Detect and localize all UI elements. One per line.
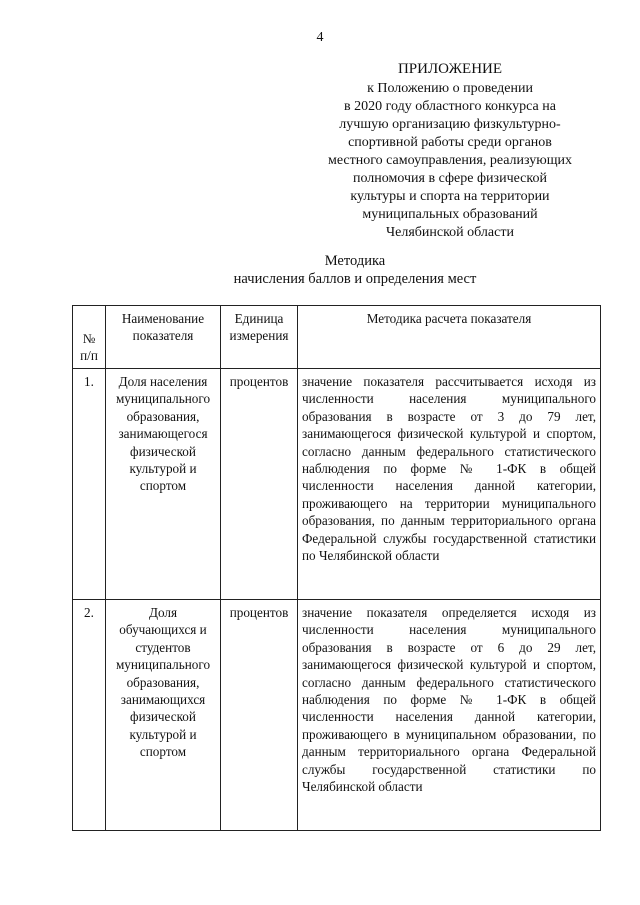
row-num: 1. xyxy=(73,369,106,600)
row-method: значение показателя рассчитывается исходя из численности населения муниципального образования в возрасте от 3 до 79 лет, занимающегося физической культурой и спортом, согласно данным федерального статистического наблюдения по форме № 1-ФК в общей численности населения данной категории, проживающего на территории муниципального образования, по данным территориального органа Федеральной службы государственной статистики по Челябинской области xyxy=(298,369,601,600)
table-row xyxy=(73,369,601,600)
appendix-line: в 2020 году областного конкурса на xyxy=(344,99,556,114)
table-header-row xyxy=(73,306,601,369)
table-row xyxy=(73,600,601,831)
appendix-line: Челябинской области xyxy=(386,225,514,240)
row-method: значение показателя определяется исходя из численности населения муниципального образования в возрасте от 6 до 29 лет, занимающегося физической культурой и спортом, согласно данным федерального статистического наблюдения по форме № 1-ФК в общей численности населения данной категории, проживающего в муниципальном образовании, по данным территориального органа Федеральной службы государственной статистики по Челябинской области xyxy=(298,600,601,831)
row-name: Доля обучающихся и студентов муниципального образования, занимающихся физической культурой и спортом xyxy=(106,600,221,831)
header-name: Наименование показателя xyxy=(106,306,221,369)
row-name: Доля населения муниципального образования, занимающегося физической культурой и спортом xyxy=(106,369,221,600)
row-unit: процентов xyxy=(221,369,298,600)
row-unit: процентов xyxy=(221,600,298,831)
appendix-line: местного самоуправления, реализующих xyxy=(328,153,572,168)
methods-table xyxy=(72,305,601,831)
appendix-line: спортивной работы среди органов xyxy=(348,135,552,150)
method-title-line2: начисления баллов и определения мест xyxy=(233,271,477,287)
appendix-line: муниципальных образований xyxy=(362,207,538,222)
appendix-line: к Положению о проведении xyxy=(367,81,533,96)
appendix-line: культуры и спорта на территории xyxy=(350,189,550,204)
header-method: Методика расчета показателя xyxy=(298,306,601,369)
page-number: 4 xyxy=(316,30,324,45)
row-num: 2. xyxy=(73,600,106,831)
appendix-header xyxy=(300,60,600,242)
method-title xyxy=(0,252,640,288)
header-unit: Единица измерения xyxy=(221,306,298,369)
header-num: № п/п xyxy=(73,306,106,369)
appendix-title: ПРИЛОЖЕНИЕ xyxy=(397,61,503,77)
method-title-line1: Методика xyxy=(324,253,386,269)
appendix-line: полномочия в сфере физической xyxy=(353,171,547,186)
appendix-line: лучшую организацию физкультурно- xyxy=(339,117,561,132)
